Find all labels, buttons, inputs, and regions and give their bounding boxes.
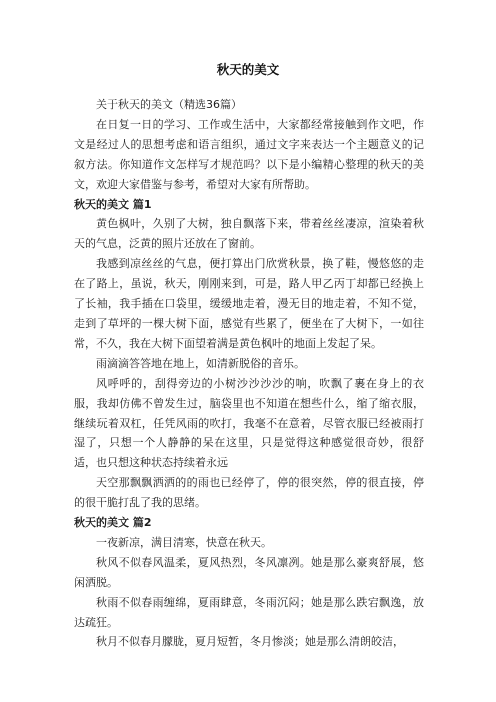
section-heading-2: 秋天的美文 篇2 (74, 516, 152, 530)
intro-heading: 关于秋天的美文（精选36篇） (96, 98, 242, 111)
intro-paragraph: 在日复一日的学习、工作或生活中，大家都经常接触到作文吧，作文是经过人的思想考虑和语言组织，通过文字来表达一个主题意义的记叙方法。你知道作文怎样写才规范吗？以下是小编精心整理的秋天的美文，欢迎大家借鉴与参考，希望对大家有所帮助。 (74, 117, 424, 191)
document-title: 秋天的美文 (216, 62, 280, 77)
paragraph: 秋风不似春风温柔，夏风热烈，冬风凛冽。她是那么豪爽舒展，悠闲洒脱。 (74, 555, 424, 589)
paragraph: 天空那飘飘洒洒的的雨也已经停了，停的很突然，停的很直接，停的很干脆打乱了我的思绪。 (74, 476, 424, 510)
paragraph: 我感到凉丝丝的气息，便打算出门欣赏秋景，换了鞋，慢悠悠的走在了路上，虽说，秋天，刚刚来到，可是，路人甲乙丙丁却都已经换上了长袖，我手插在口袋里，缓缓地走着，漫无目的地走着，不知不觉，走到了草坪的一棵大树下面，感觉有些累了，便坐在了大树下，一如往常，不久，我在大树下面望着满是黄色枫叶的地面上发起了呆。 (74, 257, 424, 350)
paragraph: 秋雨不似春雨缠绵，夏雨肆意，冬雨沉闷；她是那么跌宕飘逸，放达疏狂。 (74, 595, 424, 629)
paragraph: 秋月不似春月朦胧，夏月短暂，冬月惨淡；她是那么清朗皎洁， (96, 635, 404, 649)
paragraph: 风呼呼的，刮得旁边的小树沙沙沙沙的响，吹飘了裹在身上的衣服，我却仿佛不曾发生过，脑袋里也不知道在想些什么，缩了缩衣服，继续玩着双杠，任凭风雨的吹打，我毫不在意着，尽管衣服已经被雨打湿了，只想一个人静静的呆在这里，只是觉得这种感觉很奇妙，很舒适，也只想这种状态持续着永远 (74, 376, 424, 470)
document-body (74, 95, 424, 652)
paragraph: 一夜新凉，满目清寒，快意在秋天。 (96, 535, 272, 549)
paragraph: 黄色枫叶，久别了大树，独自飘落下来，带着丝丝凄凉，渲染着秋天的气息，泛黄的照片还放在了窗前。 (74, 217, 424, 251)
section-heading-1: 秋天的美文 篇1 (74, 197, 152, 211)
paragraph: 雨滴滴答答地在地上，如清新脱俗的音乐。 (96, 356, 305, 370)
